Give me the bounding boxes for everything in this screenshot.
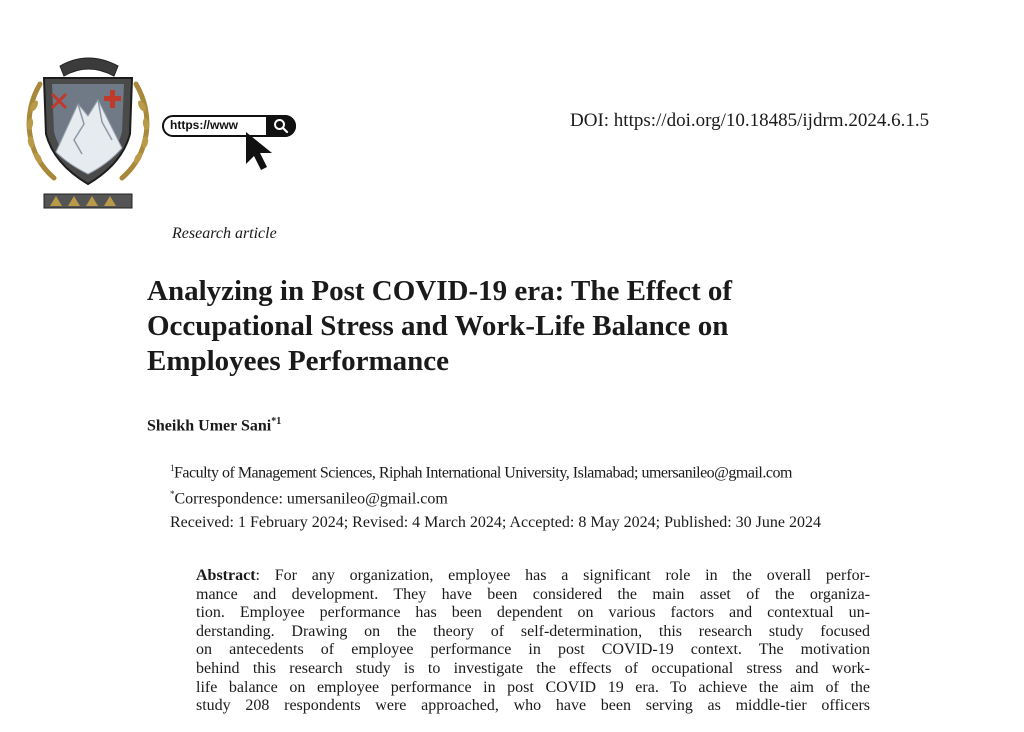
abstract-label: Abstract xyxy=(196,567,256,584)
author xyxy=(147,416,281,435)
title-line: Occupational Stress and Work-Life Balance on xyxy=(147,310,729,342)
mouse-pointer-icon xyxy=(244,130,278,172)
publication-dates: Received: 1 February 2024; Revised: 4 March 2024; Accepted: 8 May 2024; Published: 30 June 2024 xyxy=(170,514,821,531)
abstract-line xyxy=(196,567,870,586)
correspondence xyxy=(170,489,448,508)
paper-title xyxy=(147,274,847,379)
article-type: Research article xyxy=(172,225,277,242)
abstract-line: tion. Employee performance has been dependent on various factors and contextual un- xyxy=(196,604,870,622)
abstract-line: on antecedents of employee performance in post COVID-19 context. The motivation xyxy=(196,641,870,659)
abstract xyxy=(196,567,870,716)
journal-seal-icon xyxy=(22,44,154,212)
doi-link[interactable]: DOI: https://doi.org/10.18485/ijdrm.2024.6.1.5 xyxy=(570,110,930,131)
title-line: Analyzing in Post COVID-19 era: The Effect of xyxy=(147,275,733,307)
affiliation-mark: 1 xyxy=(170,463,174,473)
abstract-line: study 208 respondents were approached, who have been serving as middle-tier officers xyxy=(196,697,870,715)
url-widget xyxy=(160,110,305,174)
abstract-line-text: : For any organization, employee has a significant role in the overall perfor- xyxy=(255,567,870,584)
abstract-line: behind this research study is to investigate the effects of occupational stress and work- xyxy=(196,659,870,677)
author-name: Sheikh Umer Sani xyxy=(147,417,272,435)
abstract-line: life balance on employee performance in post COVID 19 era. To achieve the aim of the xyxy=(196,678,870,696)
author-marks: *1 xyxy=(271,416,282,427)
affiliation xyxy=(170,463,792,482)
journal-logo xyxy=(22,44,154,212)
correspondence-text: Correspondence: umersanileo@gmail.com xyxy=(174,490,448,508)
title-line: Employees Performance xyxy=(147,345,449,377)
url-text: https://www xyxy=(170,118,238,132)
correspondence-mark: * xyxy=(170,489,175,499)
abstract-line: mance and development. They have been considered the main asset of the organiza- xyxy=(196,585,870,603)
affiliation-text: Faculty of Management Sciences, Riphah International University, Islamabad; umersanileo@gmail.com xyxy=(174,464,792,482)
abstract-line: derstanding. Drawing on the theory of self-determination, this research study focused xyxy=(196,622,870,640)
